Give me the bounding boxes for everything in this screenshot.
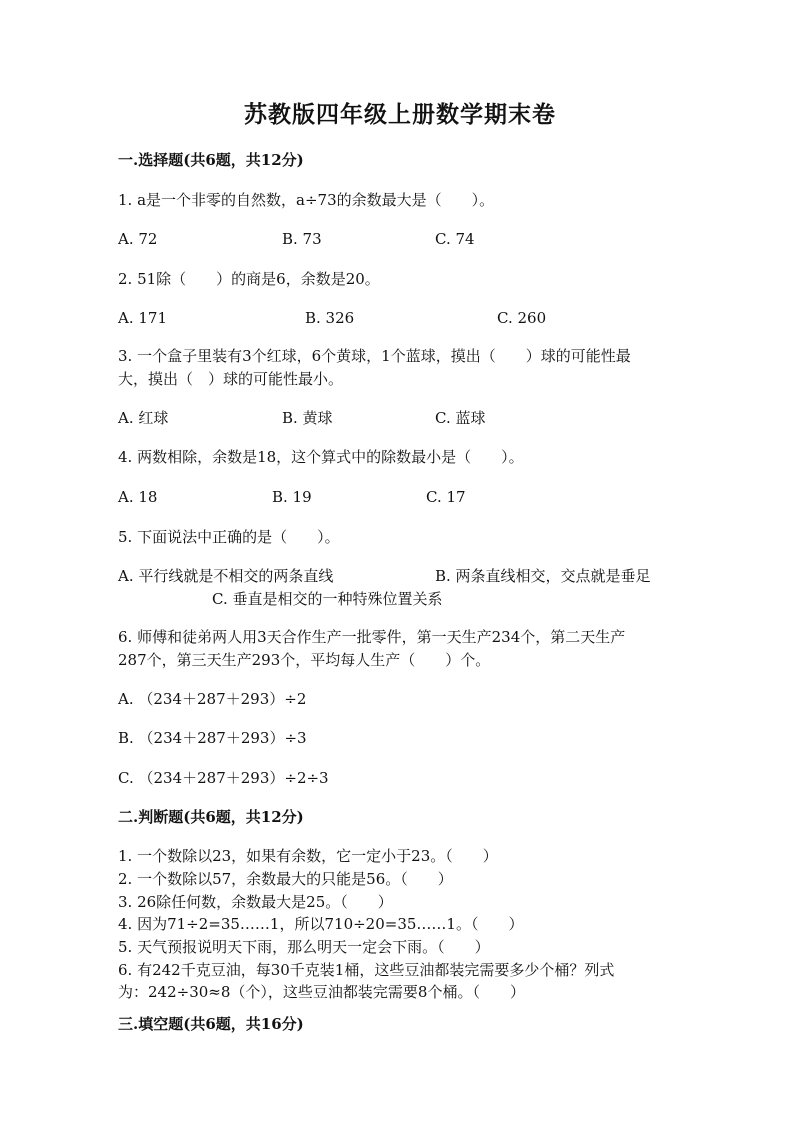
judgment-item-6-line-2: 为：242÷30≈8（个），这些豆油都装完需要8个桶。（ ） [118, 983, 525, 1001]
judgment-item-6-line-1: 6. 有242千克豆油，每30千克装1桶，这些豆油都装完需要多少个桶？列式 [118, 961, 615, 979]
question-3-line-1: 3. 一个盒子里装有3个红球，6个黄球，1个蓝球，摸出（ ）球的可能性最 [118, 347, 631, 365]
page-title: 苏教版四年级上册数学期末卷 [244, 101, 556, 128]
question-1-option-c: C. 74 [435, 230, 475, 248]
question-4-option-a: A. 18 [118, 488, 158, 506]
question-5-option-a: A. 平行线就是不相交的两条直线 [118, 567, 334, 585]
question-3-option-b: B. 黄球 [282, 409, 333, 427]
question-2-text: 2. 51除（ ）的商是6，余数是20。 [118, 270, 380, 288]
question-1-text: 1. a是一个非零的自然数，a÷73的余数最大是（ ）。 [118, 191, 495, 209]
question-3-option-a: A. 红球 [118, 409, 169, 427]
question-6-option-c: C. （234＋287＋293）÷2÷3 [118, 769, 329, 787]
question-2-option-a: A. 171 [118, 309, 167, 327]
question-4-text: 4. 两数相除，余数是18，这个算式中的除数最小是（ ）。 [118, 448, 524, 466]
question-1-option-b: B. 73 [282, 230, 322, 248]
question-5-option-b: B. 两条直线相交，交点就是垂足 [435, 567, 651, 585]
question-1-option-a: A. 72 [118, 230, 158, 248]
question-5-option-c: C. 垂直是相交的一种特殊位置关系 [212, 590, 443, 608]
question-6-line-1: 6. 师傅和徒弟两人用3天合作生产一批零件，第一天生产234个，第二天生产 [118, 628, 626, 646]
question-5-text: 5. 下面说法中正确的是（ ）。 [118, 528, 340, 546]
question-3-option-c: C. 蓝球 [435, 409, 486, 427]
section-heading-judgment: 二.判断题(共6题，共12分) [118, 808, 304, 826]
question-2-option-b: B. 326 [305, 309, 355, 327]
judgment-item-2: 2. 一个数除以57，余数最大的只能是56。（ ） [118, 870, 453, 888]
question-6-option-b: B. （234＋287＋293）÷3 [118, 729, 307, 747]
question-2-option-c: C. 260 [497, 309, 547, 327]
question-4-option-c: C. 17 [426, 488, 466, 506]
judgment-item-4: 4. 因为71÷2=35……1，所以710÷20=35……1。（ ） [118, 915, 524, 933]
question-3-line-2: 大，摸出（ ）球的可能性最小。 [118, 370, 344, 388]
section-heading-fill-in: 三.填空题(共6题，共16分) [118, 1015, 304, 1033]
judgment-item-1: 1. 一个数除以23，如果有余数，它一定小于23。（ ） [118, 847, 498, 865]
question-6-option-a: A. （234＋287＋293）÷2 [118, 690, 307, 708]
question-6-line-2: 287个，第三天生产293个，平均每人生产（ ）个。 [118, 651, 491, 669]
question-4-option-b: B. 19 [272, 488, 312, 506]
judgment-item-5: 5. 天气预报说明天下雨，那么明天一定会下雨。（ ） [118, 938, 490, 956]
judgment-item-3: 3. 26除任何数，余数最大是25。（ ） [118, 893, 393, 911]
section-heading-choice: 一.选择题(共6题，共12分) [118, 151, 304, 169]
